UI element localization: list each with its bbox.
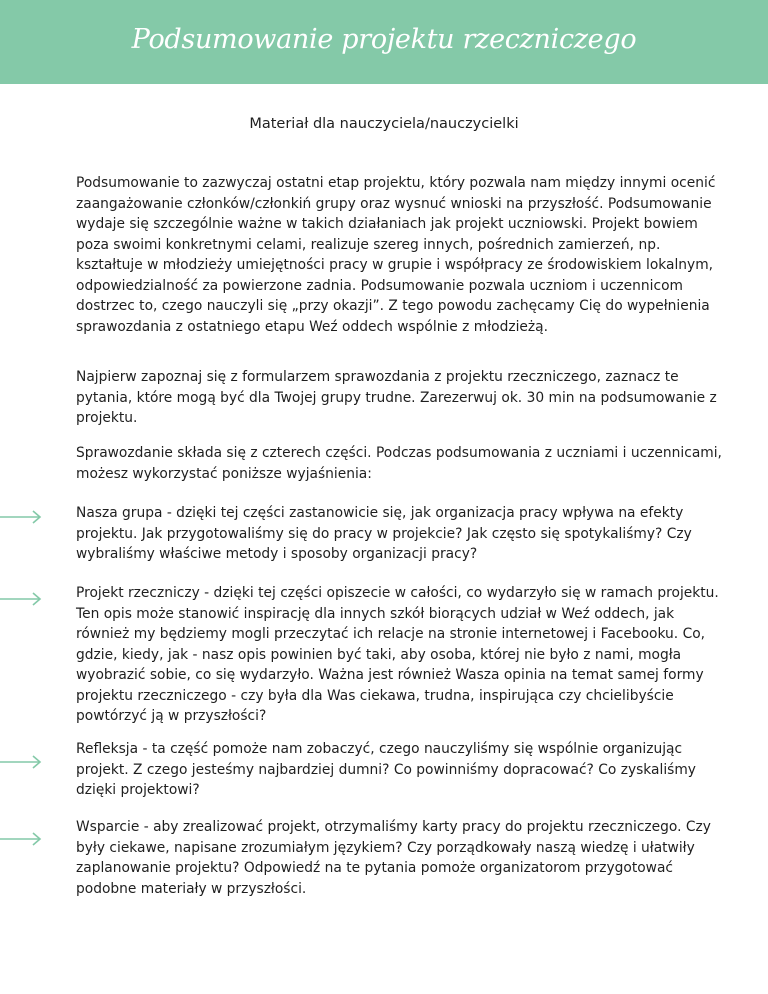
section-support: Wsparcie - aby zrealizować projekt, otrzymaliśmy karty pracy do projektu rzeczniczego. Czy były ciekawe, napisane zrozumiałym językiem? Czy porządkowały naszą wiedzę i ułatwiły zaplanowanie projektu? Odpowiedź na te pytania pomoże organizatorom przygotować podobne materiały w przyszłości. — [76, 819, 711, 897]
intro-paragraph-2: Najpierw zapoznaj się z formularzem sprawozdania z projektu rzeczniczego, zaznacz te pytania, które mogą być dla Twojej grupy trudne. Zarezerwuj ok. 30 min na podsumowanie z projektu. — [76, 369, 717, 426]
arrow-right-icon — [0, 592, 42, 606]
section-advocacy-project: Projekt rzeczniczy - dzięki tej części opiszecie w całości, co wydarzyło się w ramach projektu. Ten opis może stanowić inspirację dla innych szkół biorących udział w Weź oddech, jak również my będziemy mogli przeczytać ich relacje na stronie internetowej i Facebooku. Co, gdzie, kiedy, jak - nasz opis powinien być taki, aby osoba, której nie było z nami, mogła wyobrazić sobie, co się wydarzyło. Ważna jest również Wasza opinia na temat samej formy projektu rzeczniczego - czy była dla Was ciekawa, trudna, inspirująca czy chcielibyście powtórzyć ją w przyszłości? — [76, 585, 719, 724]
arrow-right-icon — [0, 755, 42, 769]
subtitle: Materiał dla nauczyciela/nauczycielki — [249, 116, 519, 132]
intro-paragraph-1: Podsumowanie to zazwyczaj ostatni etap projektu, który pozwala nam między innymi ocenić zaangażowanie członków/członkiń grupy oraz wysnuć wnioski na przyszłość. Podsumowanie wydaje się szczególnie ważne w takich działaniach jak projekt uczniowski. Projekt bowiem poza swoimi konkretnymi celami, realizuje szereg innych, pośrednich zamierzeń, np. kształtuje w młodzieży umiejętności pracy w grupie i współpracy ze środowiskiem lokalnym, odpowiedzialność za powierzone zadnia. Podsumowanie pozwala uczniom i uczennicom dostrzec to, czego nauczyli się „przy okazji”. Z tego powodu zachęcamy Cię do wypełnienia sprawozdania z ostatniego etapu Weź oddech wspólnie z młodzieżą. — [76, 175, 716, 335]
arrow-right-icon — [0, 510, 42, 524]
section-our-group: Nasza grupa - dzięki tej części zastanowicie się, jak organizacja pracy wpływa na efekty projektu. Jak przygotowaliśmy się do pracy w projekcie? Jak często się spotykaliśmy? Czy wybraliśmy właściwe metody i sposoby organizacji pracy? — [76, 505, 692, 562]
intro-paragraph-3: Sprawozdanie składa się z czterech części. Podczas podsumowania z uczniami i uczennicami, możesz wykorzystać poniższe wyjaśnienia: — [76, 445, 722, 482]
page-title: Podsumowanie projektu rzeczniczego — [131, 24, 637, 55]
arrow-right-icon — [0, 832, 42, 846]
header-banner — [0, 0, 768, 84]
section-reflection: Refleksja - ta część pomoże nam zobaczyć, czego nauczyliśmy się wspólnie organizując projekt. Z czego jesteśmy najbardziej dumni? Co powinniśmy dopracować? Co zyskaliśmy dzięki projektowi? — [76, 741, 696, 798]
